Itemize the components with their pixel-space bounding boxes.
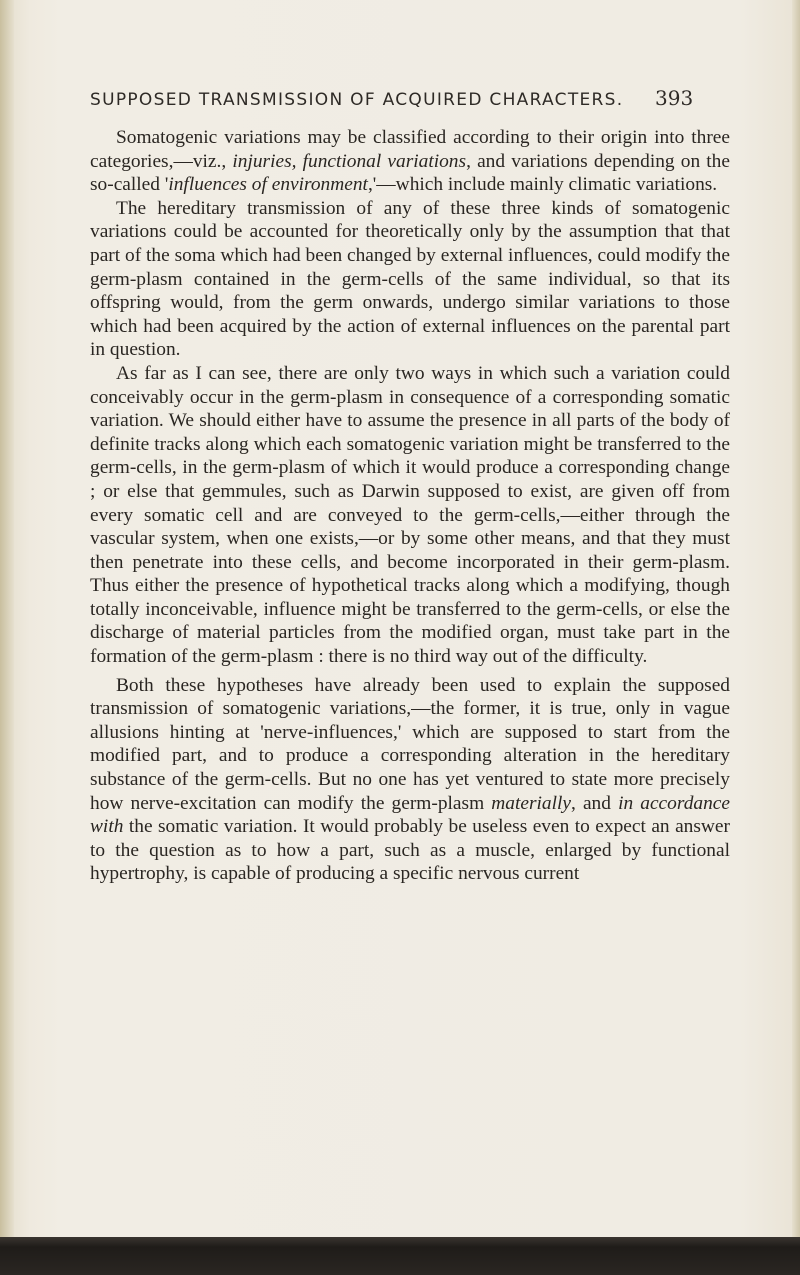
body-text: [90, 126, 730, 886]
scan-bottom-shadow: [0, 1237, 800, 1275]
paragraph-3: As far as I can see, there are only two ways in which such a variation could conceivably occur in the germ-plasm in consequence of a corresponding somatic variation. We should either have to assume the presence in all parts of the body of definite tracks along which each somatogenic variation might be transferred to the germ-cells, in the germ-plasm of which it would produce a corresponding change ; or else that gemmules, such as Darwin supposed to exist, are given off from every somatic cell and are conveyed to the germ-cells,—either through the vascular system, when one exists,—or by some other means, and that they must then penetrate into these cells, and become incorporated in their germ-plasm. Thus either the presence of hypothetical tracks along which a modifying, though totally inconceivable, influence might be transferred to the germ-cells, or else the discharge of material particles from the modified organ, must take part in the formation of the germ-plasm : there is no third way out of the difficulty.: [90, 362, 730, 668]
paragraph-1-italic-environment: influences of environment: [168, 174, 368, 196]
running-head: SUPPOSED TRANSMISSION OF ACQUIRED CHARACTERS.: [90, 90, 624, 110]
page-binding-edge: [0, 0, 14, 1275]
paragraph-4: [90, 674, 730, 886]
paragraph-1-part-5: ,'—which include mainly climatic variations.: [367, 174, 718, 196]
paragraph-4-part-5: the somatic variation. It would probably be useless even to expect an answer to the question as to how a part, such as a muscle, enlarged by functional hypertrophy, is capable of producing a specific nervous current: [90, 816, 730, 885]
paragraph-1: [90, 126, 730, 197]
paragraph-4-part-1: Both these hypotheses have already been used to explain the supposed transmission of somatogenic variations,—the former, it is true, only in vague allusions hinting at 'nerve-influences,' which are supposed to start from the modified part, and to produce a corresponding alteration in the hereditary substance of the germ-cells. But no one has yet ventured to state more precisely how nerve-excitation can modify the germ-plasm: [90, 674, 730, 814]
page-outer-edge: [792, 0, 800, 1275]
paragraph-1-part-1: Somatogenic variations may be classified according to their origin into three categories,—viz.,: [90, 127, 730, 172]
paragraph-4-italic-accordance: in accordance with: [90, 792, 730, 838]
paragraph-4-italic-materially: materially: [491, 792, 571, 814]
paragraph-4-part-3: , and: [570, 792, 619, 814]
paragraph-1-part-3: , and variations depending on the so-called ': [90, 150, 730, 196]
paragraph-2: The hereditary transmission of any of these three kinds of somatogenic variations could be accounted for theoretically only by the assumption that that part of the soma which had been changed by external influences, could modify the germ-plasm contained in the germ-cells of the same individual, so that its offspring would, from the germ onwards, undergo similar variations to those which had been acquired by the action of external influences on the parental part in question.: [90, 197, 730, 361]
paragraph-1-italic-categories: injuries, functional variations: [232, 150, 467, 172]
page-number: 393: [655, 86, 694, 110]
